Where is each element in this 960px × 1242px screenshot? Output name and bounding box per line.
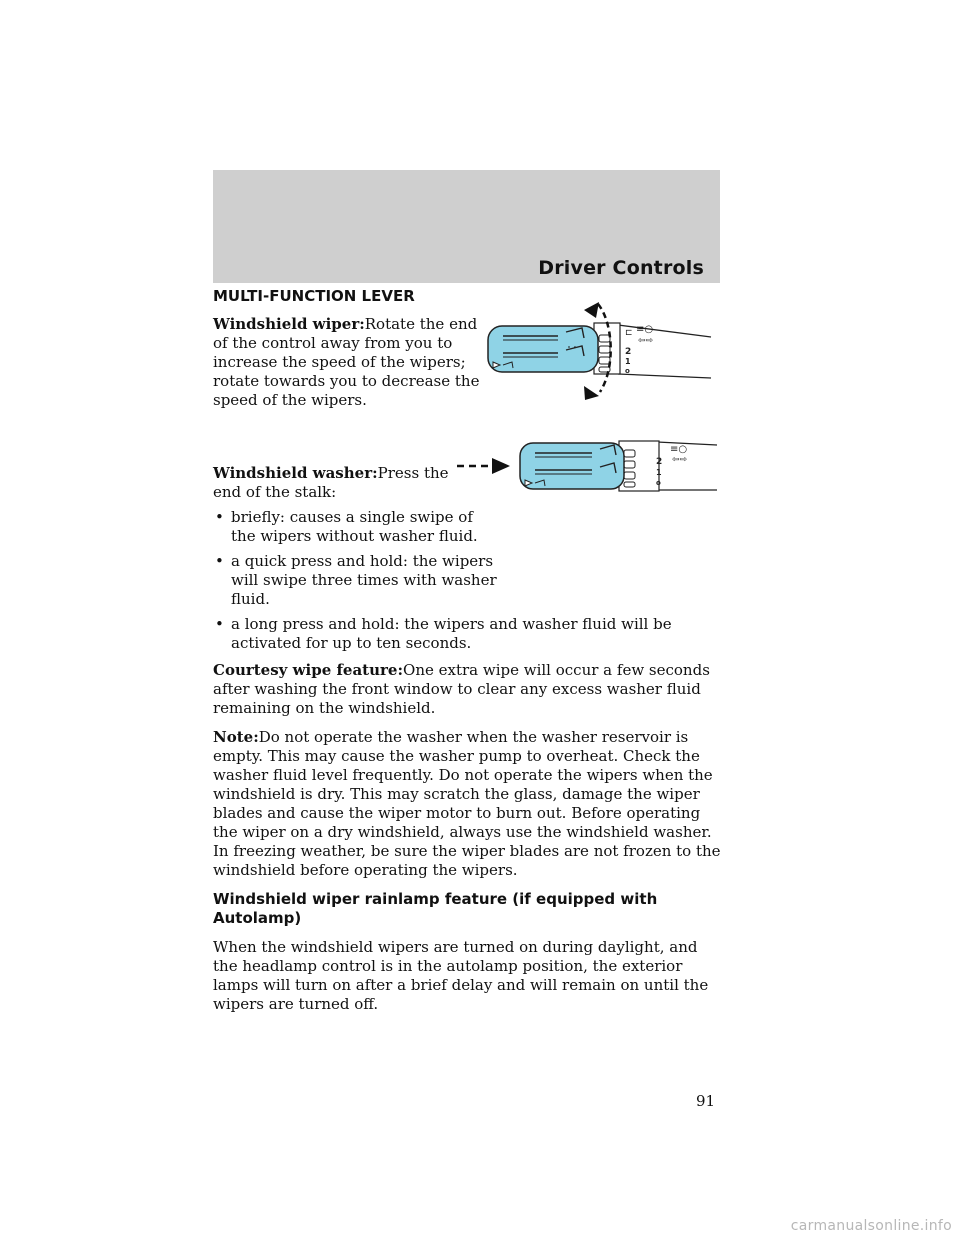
- washer-bullet-2: • a quick press and hold: the wipers will swipe three times with washer fluid.: [215, 552, 497, 608]
- section-title: Driver Controls: [538, 257, 704, 279]
- rotate-up-arrow-icon: [584, 302, 599, 318]
- lever-end-cap: [488, 326, 598, 372]
- note-text: Do not operate the washer when the washer reservoir is empty. This may cause the washer pump to overheat. Check the washer fluid level frequently. Do not operate the wipers when the windshield is dry. This may scratch the glass, damage the wiper blades and cause the wiper motor to burn out. Before operating the wiper on a dry windshield, always use the windshield washer. In freezing weather, be sure the wiper blades are not frozen to the windshield before operating the wipers.: [213, 728, 721, 879]
- note-paragraph: [213, 728, 723, 880]
- headlamp-symbol-icon: ≡○: [636, 324, 654, 335]
- washer-label: Windshield washer:: [213, 464, 378, 482]
- washer-bullet-3: • a long press and hold: the wipers and washer fluid will be activated for up to ten seconds.: [215, 615, 672, 652]
- press-arrow-icon: [492, 458, 510, 474]
- washer-dial: [619, 441, 659, 491]
- lever-end-cap: [520, 443, 624, 489]
- dial-mark-o: o: [625, 367, 630, 375]
- lever-press-illustration: [452, 432, 722, 500]
- note-label: Note:: [213, 728, 259, 746]
- heading-rainlamp: Windshield wiper rainlamp feature (if equipped with Autolamp): [213, 890, 658, 927]
- wiper-paragraph: [213, 315, 481, 410]
- dial-mark-mist: ⊏: [625, 328, 633, 338]
- courtesy-paragraph: [213, 661, 723, 718]
- dial-mark-2: 2: [625, 347, 632, 357]
- washer-paragraph: [213, 464, 481, 502]
- dial-mark-1: 1: [625, 357, 631, 366]
- rainlamp-paragraph: When the windshield wipers are turned on during daylight, and the headlamp control is in the autolamp position, the exterior lamps will turn on after a brief delay and will remain on until the wipers are turned off.: [213, 938, 709, 1013]
- washer-bullet-1: • briefly: causes a single swipe of the wipers without washer fluid.: [215, 508, 478, 545]
- washer-text: Press the end of the stalk:: [213, 464, 449, 501]
- page-number: 91: [696, 1092, 716, 1110]
- dial-mark-o: o: [656, 479, 661, 487]
- turn-signal-icon: ⇦⇨: [672, 455, 688, 465]
- courtesy-label: Courtesy wipe feature:: [213, 661, 404, 679]
- lever-press-figure: [452, 432, 722, 504]
- heading-multifunction-lever: MULTI-FUNCTION LEVER: [213, 287, 415, 305]
- wiper-label: Windshield wiper:: [213, 315, 365, 333]
- headlamp-symbol-icon: ≡○: [670, 444, 688, 455]
- lever-rotate-figure: [478, 292, 720, 411]
- dial-mark-1: 1: [656, 468, 662, 477]
- footer-watermark: carmanualsonline.info: [790, 1218, 952, 1234]
- lever-rotate-illustration: [478, 292, 720, 407]
- page-header-band: [213, 170, 720, 283]
- rotate-down-arrow-icon: [584, 386, 599, 400]
- turn-signal-icon: ⇦⇨: [638, 336, 654, 346]
- dial-mark-2: 2: [656, 457, 663, 467]
- wiper-text: Rotate the end of the control away from you to increase the speed of the wipers; rotate towards you to decrease the speed of the wipers.: [213, 315, 480, 409]
- courtesy-text: One extra wipe will occur a few seconds after washing the front window to clear any excess washer fluid remaining on the windshield.: [213, 661, 710, 717]
